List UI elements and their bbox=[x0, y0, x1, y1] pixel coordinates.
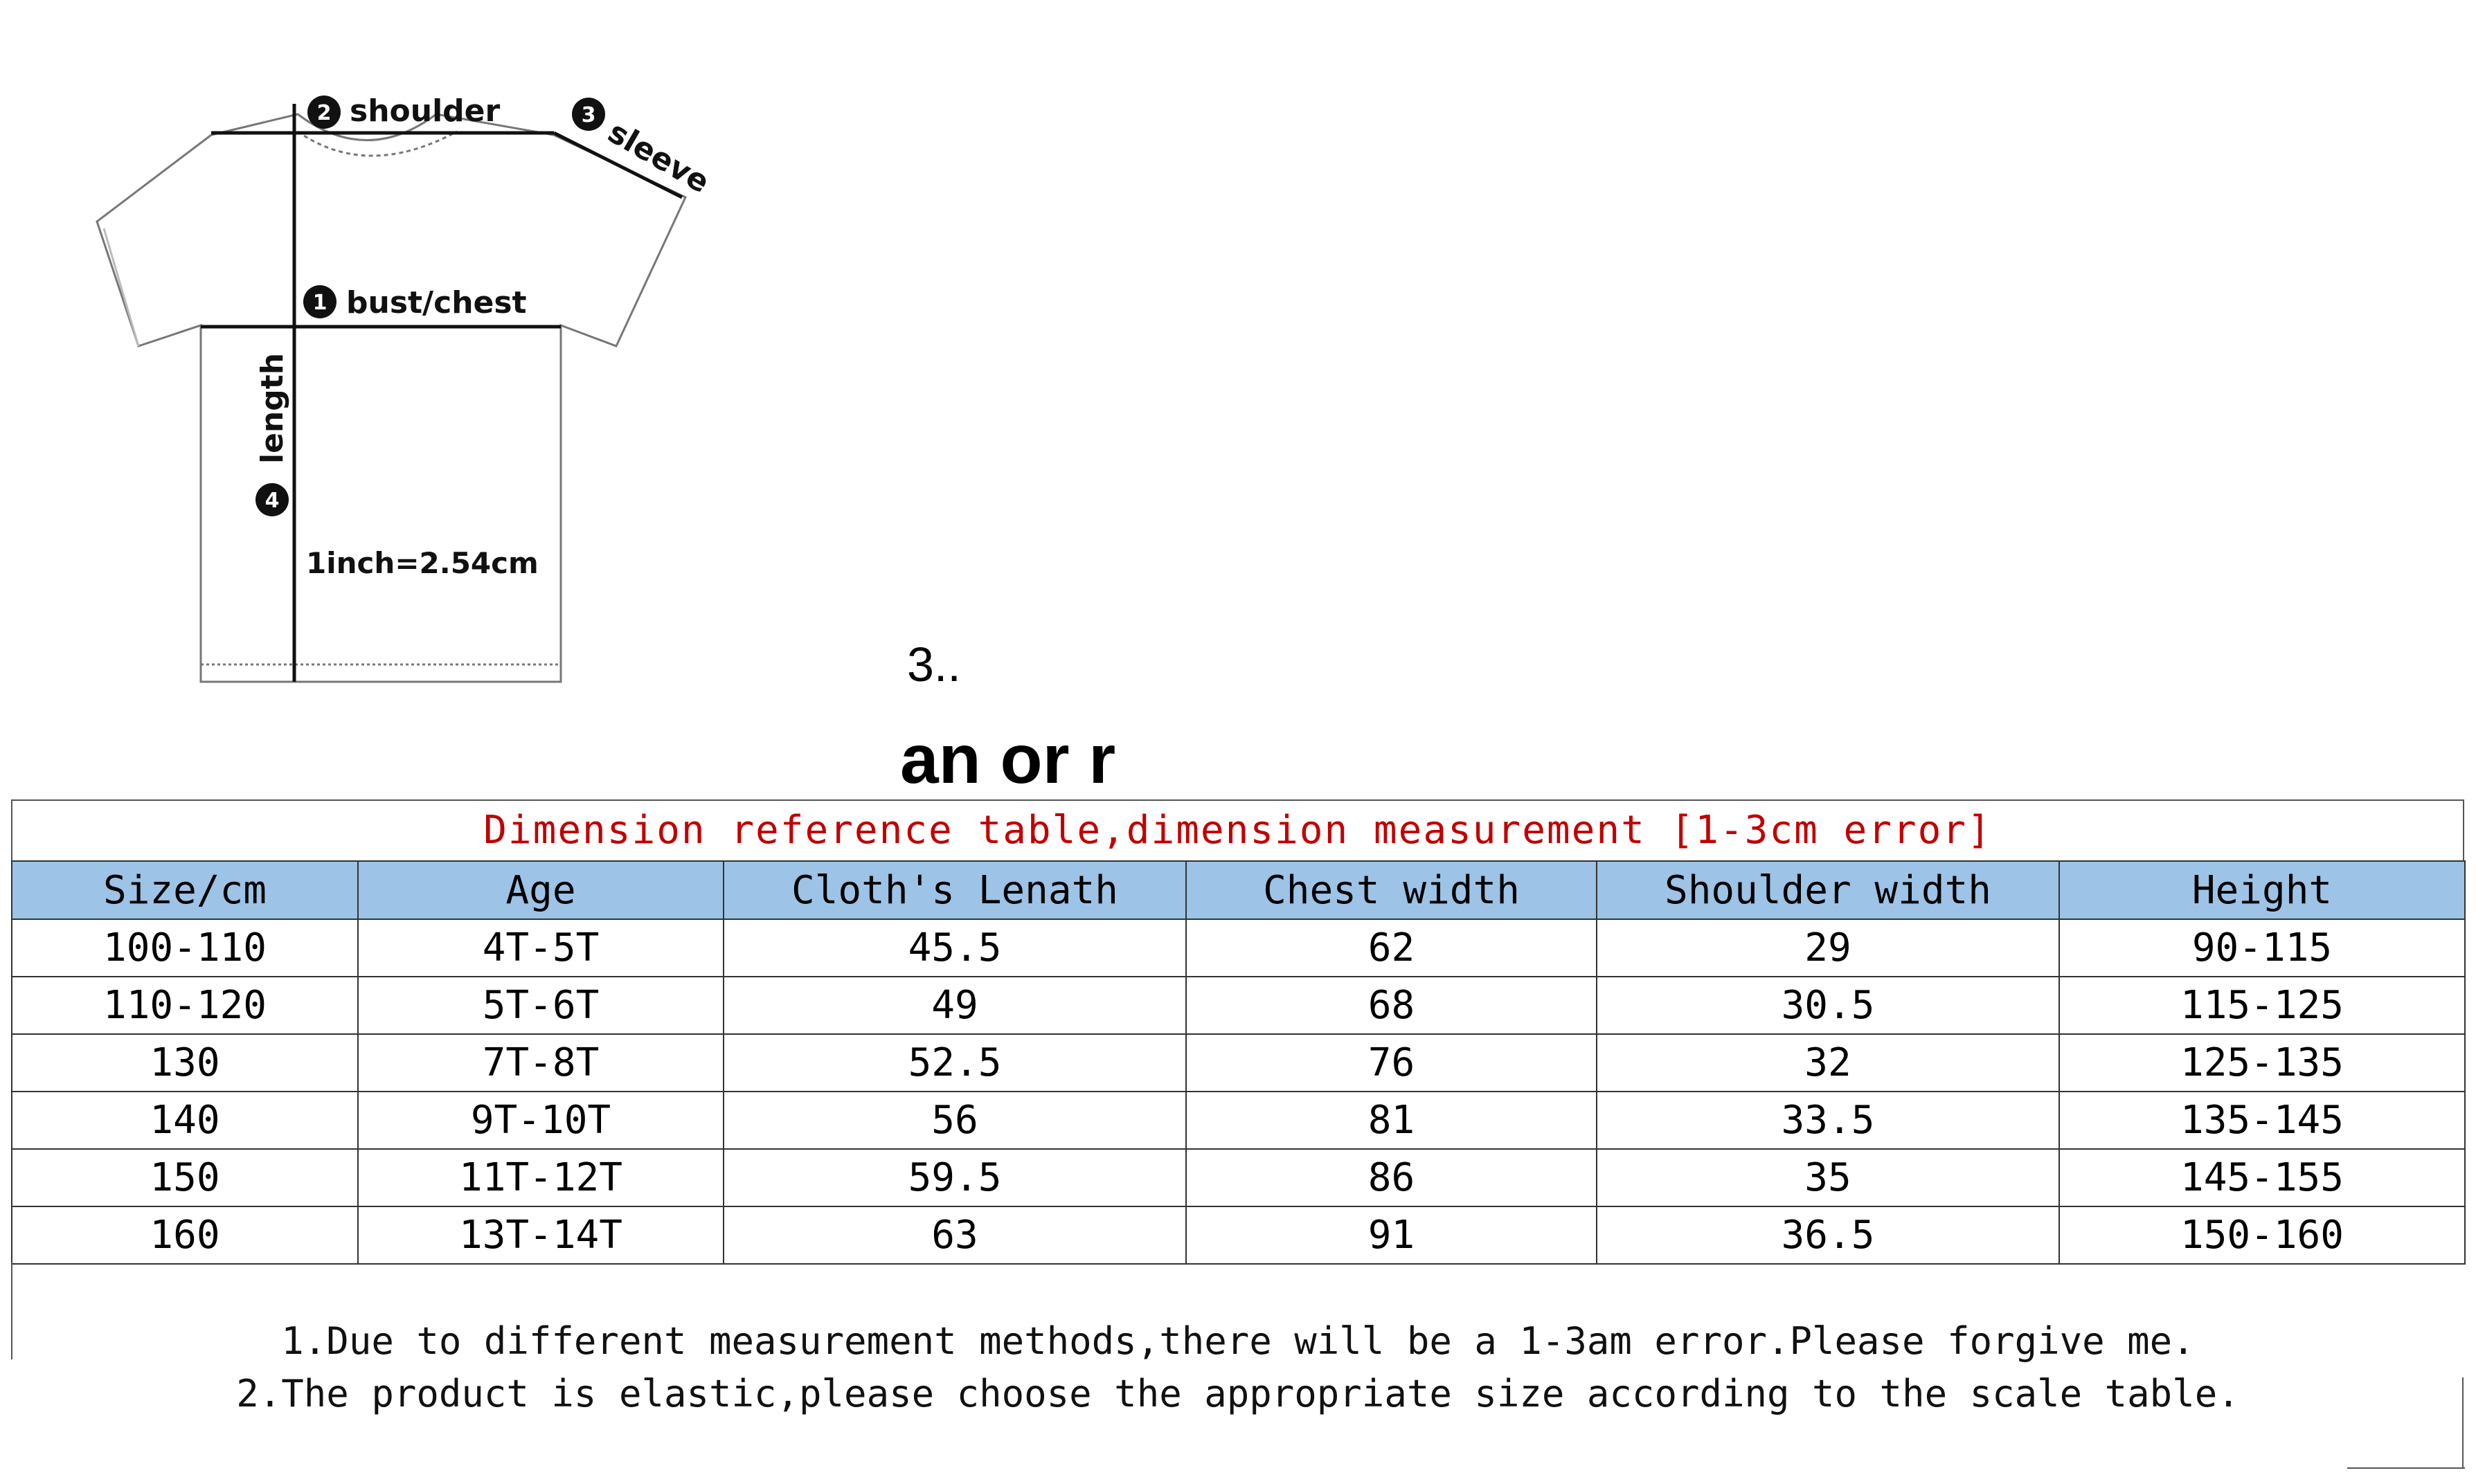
dimension-table bbox=[11, 860, 2466, 1265]
marker-4 bbox=[255, 483, 289, 516]
header-age: Age bbox=[358, 861, 724, 919]
sleeve-label: sleeve bbox=[602, 114, 716, 201]
cell-age: 4T-5T bbox=[358, 919, 724, 977]
cell-chest-width: 86 bbox=[1186, 1149, 1597, 1206]
cell-height: 135-145 bbox=[2059, 1092, 2465, 1149]
table-row bbox=[12, 1149, 2465, 1206]
cell-cloth-length: 45.5 bbox=[724, 919, 1186, 977]
marker-2 bbox=[307, 96, 341, 129]
cell-height: 145-155 bbox=[2059, 1149, 2465, 1206]
cell-age: 13T-14T bbox=[358, 1206, 724, 1264]
cell-chest-width: 68 bbox=[1186, 977, 1597, 1034]
header-height: Height bbox=[2059, 861, 2465, 919]
text-fragment-1: 3.. bbox=[907, 637, 961, 691]
header-shoulder-width: Shoulder width bbox=[1597, 861, 2059, 919]
svg-text:3: 3 bbox=[581, 103, 596, 127]
table-row bbox=[12, 977, 2465, 1034]
cell-height: 125-135 bbox=[2059, 1034, 2465, 1092]
cell-size: 100-110 bbox=[12, 919, 358, 977]
note-line-2: 2.The product is elastic,please choose the appropriate size according to the scale table. bbox=[236, 1372, 2240, 1415]
table-row bbox=[12, 919, 2465, 977]
cell-cloth-length: 59.5 bbox=[724, 1149, 1186, 1206]
cell-cloth-length: 52.5 bbox=[724, 1034, 1186, 1092]
notes bbox=[0, 1315, 2476, 1420]
table-row bbox=[12, 1206, 2465, 1264]
length-label: length bbox=[255, 352, 290, 464]
cell-size: 140 bbox=[12, 1092, 358, 1149]
cell-size: 110-120 bbox=[12, 977, 358, 1034]
cell-chest-width: 81 bbox=[1186, 1092, 1597, 1149]
cell-chest-width: 76 bbox=[1186, 1034, 1597, 1092]
cell-shoulder-width: 29 bbox=[1597, 919, 2059, 977]
chest-label: bust/chest bbox=[346, 285, 527, 320]
cell-height: 90-115 bbox=[2059, 919, 2465, 977]
cell-shoulder-width: 35 bbox=[1597, 1149, 2059, 1206]
cell-shoulder-width: 36.5 bbox=[1597, 1206, 2059, 1264]
svg-text:2: 2 bbox=[316, 101, 332, 125]
table-row bbox=[12, 1034, 2465, 1092]
cell-chest-width: 91 bbox=[1186, 1206, 1597, 1264]
marker-1 bbox=[303, 285, 337, 318]
tshirt-outline bbox=[97, 114, 685, 682]
shoulder-label: shoulder bbox=[350, 93, 501, 129]
cell-size: 150 bbox=[12, 1149, 358, 1206]
svg-text:1: 1 bbox=[312, 291, 328, 315]
dimension-table-container bbox=[11, 799, 2464, 1265]
cell-shoulder-width: 30.5 bbox=[1597, 977, 2059, 1034]
text-fragment-2: an or r bbox=[900, 721, 1116, 798]
cell-height: 115-125 bbox=[2059, 977, 2465, 1034]
table-caption: Dimension reference table,dimension measurement [1-3cm error] bbox=[11, 799, 2464, 860]
cell-size: 130 bbox=[12, 1034, 358, 1092]
cell-chest-width: 62 bbox=[1186, 919, 1597, 977]
cell-cloth-length: 56 bbox=[724, 1092, 1186, 1149]
cell-shoulder-width: 33.5 bbox=[1597, 1092, 2059, 1149]
header-chest-width: Chest width bbox=[1186, 861, 1597, 919]
svg-text:4: 4 bbox=[264, 489, 280, 513]
table-header-row bbox=[12, 861, 2465, 919]
cell-age: 9T-10T bbox=[358, 1092, 724, 1149]
header-size: Size/cm bbox=[12, 861, 358, 919]
cell-age: 7T-8T bbox=[358, 1034, 724, 1092]
cell-shoulder-width: 32 bbox=[1597, 1034, 2059, 1092]
cell-cloth-length: 63 bbox=[724, 1206, 1186, 1264]
tshirt-measurement-diagram bbox=[0, 0, 762, 692]
cell-height: 150-160 bbox=[2059, 1206, 2465, 1264]
marker-3 bbox=[572, 98, 605, 131]
cell-age: 5T-6T bbox=[358, 977, 724, 1034]
notes-frame-bottom bbox=[2347, 1467, 2465, 1469]
cell-age: 11T-12T bbox=[358, 1149, 724, 1206]
note-line-1: 1.Due to different measurement methods,there will be a 1-3am error.Please forgive me. bbox=[281, 1319, 2195, 1363]
table-row bbox=[12, 1092, 2465, 1149]
cell-cloth-length: 49 bbox=[724, 977, 1186, 1034]
header-cloth-length: Cloth's Lenath bbox=[724, 861, 1186, 919]
cell-size: 160 bbox=[12, 1206, 358, 1264]
conversion-label: 1inch=2.54cm bbox=[306, 546, 539, 580]
